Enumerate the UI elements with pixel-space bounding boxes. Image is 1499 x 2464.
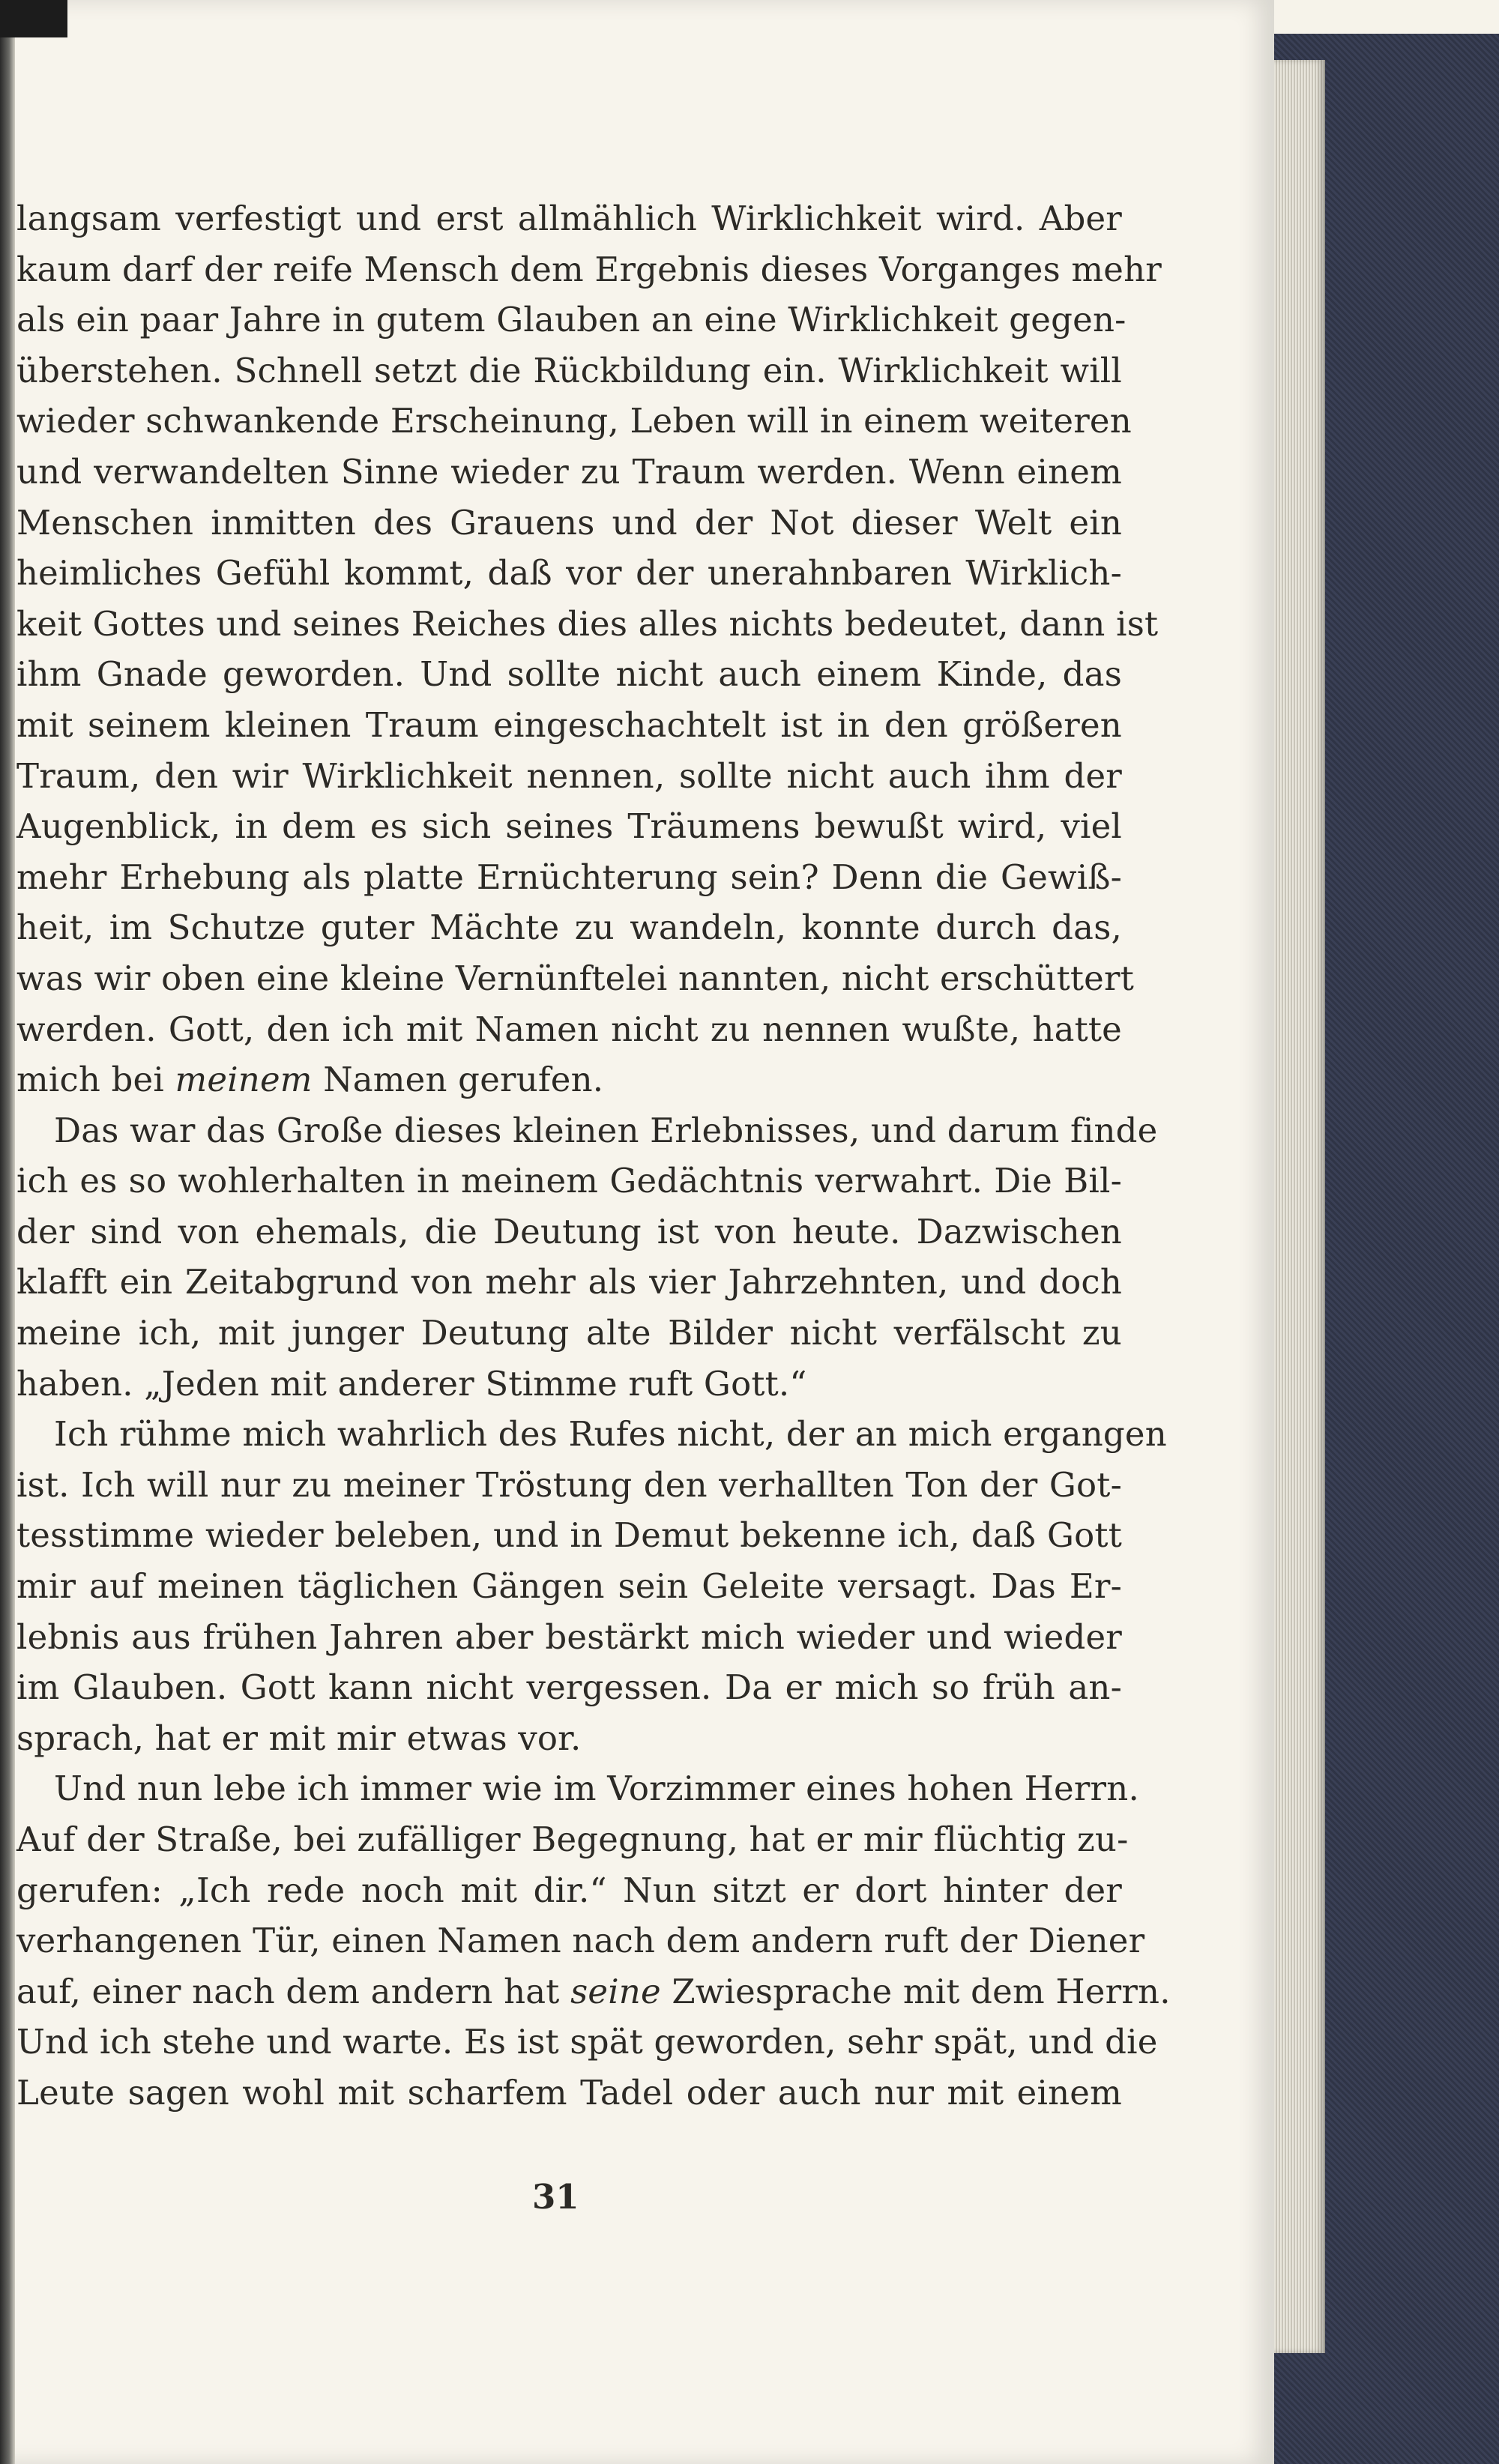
text-line: tesstimme wieder beleben, und in Demut bekenne ich, daß Gott <box>16 1515 1122 1556</box>
scan-edge <box>0 0 15 2464</box>
paragraph-start: Das war das Große dieses kleinen Erlebnisses, und darum finde <box>54 1110 1158 1150</box>
text-segment: Zwiesprache mit dem Herrn. <box>660 1971 1171 2011</box>
text-line: ist. Ich will nur zu meiner Tröstung den verhallten Ton der Got- <box>16 1464 1122 1505</box>
text-line: und verwandelten Sinne wieder zu Traum werden. Wenn einem <box>16 451 1122 492</box>
text-line: Menschen inmitten des Grauens und der Not dieser Welt ein <box>16 502 1122 543</box>
text-line: Augenblick, in dem es sich seines Träumens bewußt wird, viel <box>16 806 1122 847</box>
text-line: meine ich, mit junger Deutung alte Bilder nicht verfälscht zu <box>16 1313 1122 1353</box>
page-number: 31 <box>532 2177 579 2217</box>
text-line: ich es so wohlerhalten in meinem Gedächtnis verwahrt. Die Bil- <box>16 1161 1122 1201</box>
emphasis: meinem <box>175 1060 313 1100</box>
paragraph-start: Ich rühme mich wahrlich des Rufes nicht, der an mich ergangen <box>54 1414 1167 1455</box>
text-line: Traum, den wir Wirklichkeit nennen, sollte nicht auch ihm der <box>16 755 1122 796</box>
text-line: Auf der Straße, bei zufälliger Begegnung, hat er mir flüchtig zu- <box>16 1820 1129 1859</box>
emphasis: seine <box>570 1971 661 2011</box>
text-line: als ein paar Jahre in gutem Glauben an eine Wirklichkeit gegen- <box>16 300 1126 340</box>
text-line: sprach, hat er mit mir etwas vor. <box>16 1718 582 1758</box>
text-line: heit, im Schutze guter Mächte zu wandeln, konnte durch das, <box>16 908 1122 948</box>
text-line: was wir oben eine kleine Vernünftelei nannten, nicht erschüttert <box>16 958 1134 998</box>
text-line: mit seinem kleinen Traum eingeschachtelt ist in den größeren <box>16 704 1122 745</box>
text-line: Leute sagen wohl mit scharfem Tadel oder auch nur mit einem <box>16 2072 1122 2113</box>
text-line: klafft ein Zeitabgrund von mehr als vier Jahrzehnten, und doch <box>16 1262 1122 1302</box>
text-line: im Glauben. Gott kann nicht vergessen. Da er mich so früh an- <box>16 1667 1122 1708</box>
text-line: ihm Gnade geworden. Und sollte nicht auch einem Kinde, das <box>16 654 1122 695</box>
text-line: kaum darf der reife Mensch dem Ergebnis dieses Vorganges mehr <box>16 249 1162 289</box>
text-line: lebnis aus frühen Jahren aber bestärkt mich wieder und wieder <box>16 1616 1122 1657</box>
text-line: haben. „Jeden mit anderer Stimme ruft Gott.“ <box>16 1363 807 1404</box>
text-line: wieder schwankende Erscheinung, Leben will in einem weiteren <box>16 401 1132 441</box>
text-line: mehr Erhebung als platte Ernüchterung sein? Denn die Gewiß- <box>16 857 1122 897</box>
text-line: Und ich stehe und warte. Es ist spät geworden, sehr spät, und die <box>16 2022 1158 2062</box>
text-segment: mich bei <box>16 1060 175 1100</box>
text-line: keit Gottes und seines Reiches dies alles nichts bedeutet, dann ist <box>16 603 1159 644</box>
text-line: verhangenen Tür, einen Namen nach dem andern ruft der Diener <box>16 1921 1145 1961</box>
text-line: mir auf meinen täglichen Gängen sein Geleite versagt. Das Er- <box>16 1566 1122 1607</box>
body-text <box>16 193 1171 2119</box>
text-line: überstehen. Schnell setzt die Rückbildung ein. Wirklichkeit will <box>16 350 1122 390</box>
text-line: gerufen: „Ich rede noch mit dir.“ Nun sitzt er dort hinter der <box>16 1870 1122 1910</box>
text-segment: auf, einer nach dem andern hat <box>16 1971 571 2011</box>
text-line: langsam verfestigt und erst allmählich Wirklichkeit wird. Aber <box>16 199 1122 238</box>
paragraph-start: Und nun lebe ich immer wie im Vorzimmer eines hohen Herrn. <box>54 1769 1139 1809</box>
text-line <box>16 1966 1171 2017</box>
text-line: der sind von ehemals, die Deutung ist von heute. Dazwischen <box>16 1211 1122 1251</box>
text-line: heimliches Gefühl kommt, daß vor der unerahnbaren Wirklich- <box>16 553 1122 594</box>
text-line: werden. Gott, den ich mit Namen nicht zu nennen wußte, hatte <box>16 1009 1122 1049</box>
text-line <box>16 1054 1122 1105</box>
page-block-edges <box>1274 60 1325 2353</box>
text-segment: Namen gerufen. <box>312 1060 604 1100</box>
